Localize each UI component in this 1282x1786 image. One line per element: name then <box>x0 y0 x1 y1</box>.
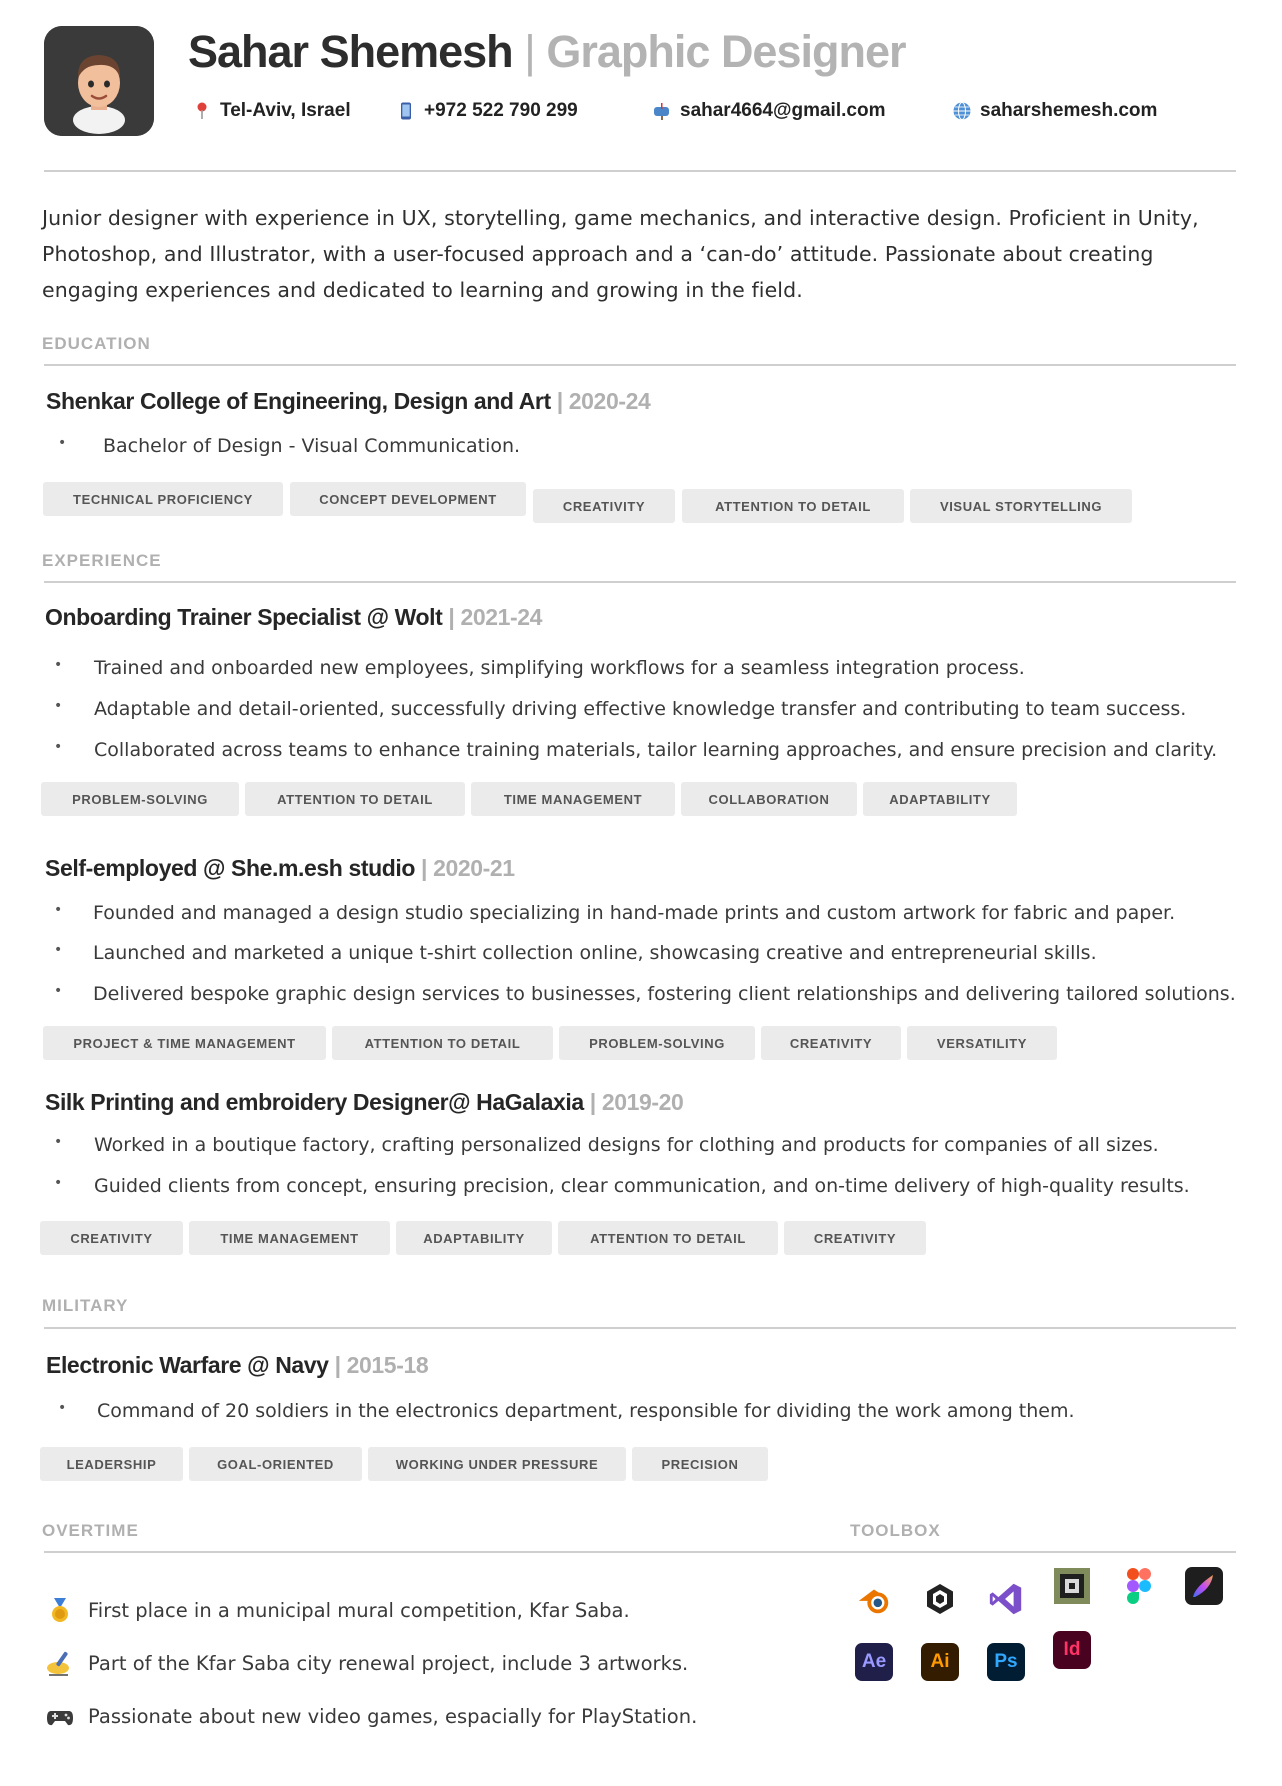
school-name: Shenkar College of Engineering, Design and Art <box>46 388 551 414</box>
skill-tag: CREATIVITY <box>761 1026 901 1060</box>
job-years: 2019-20 <box>601 1089 684 1115</box>
section-label-military: MILITARY <box>42 1296 129 1315</box>
phone-icon <box>396 101 416 121</box>
skill-tag: GOAL-ORIENTED <box>189 1447 362 1481</box>
bullet-text: Collaborated across teams to enhance training materials, tailor learning approaches, and ensure precision and clarity. <box>94 739 1218 761</box>
list-item <box>54 902 1175 924</box>
list-item <box>54 1175 1190 1197</box>
job-years: 2021-24 <box>460 604 543 630</box>
pin-icon <box>192 101 212 121</box>
title-separator: | <box>589 1089 596 1115</box>
summary-text: Junior designer with experience in UX, storytelling, game mechanics, and interactive design. Proficient in Unity, Photoshop, and Illustrator, with a user-focused approach and a ‘can-do’ attitude. Passionate about creating engaging experiences and dedicated to learning and growing in the field. <box>42 206 1199 302</box>
mailbox-icon <box>652 101 672 121</box>
list-item <box>54 942 1097 964</box>
skill-tag: VISUAL STORYTELLING <box>910 489 1132 523</box>
email-text: sahar4664@gmail.com <box>680 100 886 121</box>
contact-email[interactable] <box>652 100 885 122</box>
avatar <box>44 26 154 136</box>
bullet-dot: • <box>58 1400 67 1416</box>
job-title-text: Self-employed @ She.m.esh studio <box>45 855 416 881</box>
overtime-text: Part of the Kfar Saba city renewal project, include 3 artworks. <box>88 1651 689 1675</box>
after-effects-icon: Ae <box>855 1643 893 1681</box>
overtime-divider <box>44 1551 1236 1553</box>
list-item <box>46 1702 697 1730</box>
bullet-text: Worked in a boutique factory, crafting personalized designs for clothing and products for companies of all sizes. <box>94 1134 1159 1156</box>
indesign-icon: Id <box>1053 1631 1091 1669</box>
skill-tag: ATTENTION TO DETAIL <box>682 489 904 523</box>
contact-website[interactable] <box>952 100 1157 122</box>
bullet-dot: • <box>54 902 63 918</box>
education-years: 2020-24 <box>568 388 651 414</box>
job-title <box>45 1089 683 1116</box>
skill-tag: ATTENTION TO DETAIL <box>558 1221 778 1255</box>
list-item <box>46 1649 688 1677</box>
skill-tag: WORKING UNDER PRESSURE <box>368 1447 626 1481</box>
person-name: Sahar Shemesh <box>188 26 513 77</box>
skill-tag: PRECISION <box>632 1447 768 1481</box>
list-item <box>58 435 520 457</box>
bullet-dot: • <box>54 942 63 958</box>
list-item <box>46 1596 630 1624</box>
medal-icon <box>46 1596 74 1624</box>
globe-icon <box>952 101 972 121</box>
page-title <box>188 26 906 78</box>
skill-tag: PROBLEM-SOLVING <box>41 782 239 816</box>
contact-phone[interactable] <box>396 100 578 122</box>
procreate-icon <box>1185 1567 1223 1605</box>
bullet-text: Launched and marketed a unique t-shirt collection online, showcasing creative and entrepreneurial skills. <box>93 942 1097 964</box>
aseprite-icon <box>1053 1567 1091 1605</box>
section-label-experience: EXPERIENCE <box>42 551 162 570</box>
job-years: 2020-21 <box>433 855 515 881</box>
bullet-dot: • <box>54 698 63 714</box>
list-item <box>54 698 1186 720</box>
bullet-text: Guided clients from concept, ensuring precision, clear communication, and on-time delivery of high-quality results. <box>94 1175 1190 1197</box>
title-separator: | <box>448 604 455 630</box>
skill-tag: TECHNICAL PROFICIENCY <box>43 482 283 516</box>
job-title <box>45 855 515 882</box>
section-label-toolbox: TOOLBOX <box>850 1521 941 1540</box>
photoshop-icon: Ps <box>987 1643 1025 1681</box>
job-years: 2015-18 <box>346 1352 429 1378</box>
bullet-text: Trained and onboarded new employees, simplifying workflows for a seamless integration process. <box>94 657 1025 679</box>
skill-tag: ADAPTABILITY <box>396 1221 552 1255</box>
bullet-dot: • <box>54 1175 63 1191</box>
person-role: Graphic Designer <box>546 26 906 77</box>
job-title-text: Electronic Warfare @ Navy <box>46 1352 329 1378</box>
skill-tag: CREATIVITY <box>784 1221 926 1255</box>
skill-tag: COLLABORATION <box>681 782 857 816</box>
bullet-dot: • <box>54 657 63 673</box>
skill-tag: VERSATILITY <box>907 1026 1057 1060</box>
job-title <box>46 1352 428 1379</box>
bullet-text: Delivered bespoke graphic design services to businesses, fostering client relationships and delivering tailored solutions. <box>93 983 1236 1005</box>
bullet-text: Command of 20 soldiers in the electronics department, responsible for dividing the work among them. <box>97 1400 1075 1422</box>
bullet-dot: • <box>54 1134 63 1150</box>
skill-tag: TIME MANAGEMENT <box>189 1221 390 1255</box>
list-item <box>58 1400 1075 1422</box>
bullet-text: Adaptable and detail-oriented, successfully driving effective knowledge transfer and contributing to team success. <box>94 698 1187 720</box>
unity-icon <box>921 1580 959 1618</box>
memoji-avatar-icon <box>44 26 154 136</box>
title-separator: | <box>334 1352 341 1378</box>
figma-icon <box>1120 1567 1158 1605</box>
education-divider <box>44 364 1236 366</box>
skill-tag: LEADERSHIP <box>40 1447 183 1481</box>
skill-tag: CREATIVITY <box>533 489 675 523</box>
job-title <box>45 604 542 631</box>
list-item <box>54 739 1217 761</box>
skill-tag: ATTENTION TO DETAIL <box>332 1026 553 1060</box>
job-title-text: Silk Printing and embroidery Designer@ HaGalaxia <box>45 1089 584 1115</box>
bullet-dot: • <box>54 983 63 999</box>
skill-tag: TIME MANAGEMENT <box>471 782 675 816</box>
writing-hand-icon <box>46 1649 74 1677</box>
education-title <box>46 388 650 415</box>
skill-tag: PROBLEM-SOLVING <box>559 1026 755 1060</box>
visual-studio-icon <box>987 1580 1025 1618</box>
title-separator: | <box>524 26 535 77</box>
overtime-text: Passionate about new video games, espacially for PlayStation. <box>88 1704 698 1728</box>
game-controller-icon <box>46 1702 74 1730</box>
military-divider <box>44 1327 1236 1329</box>
website-text: saharshemesh.com <box>980 100 1158 121</box>
bullet-dot: • <box>54 739 63 755</box>
section-label-overtime: OVERTIME <box>42 1521 139 1540</box>
overtime-text: First place in a municipal mural competition, Kfar Saba. <box>88 1598 630 1622</box>
contact-location <box>192 100 351 122</box>
skill-tag: CONCEPT DEVELOPMENT <box>290 482 526 516</box>
bullet-text: Founded and managed a design studio specializing in hand-made prints and custom artwork for fabric and paper. <box>93 902 1176 924</box>
education-bullet-text: Bachelor of Design - Visual Communication. <box>103 435 521 457</box>
list-item <box>54 1134 1159 1156</box>
header-divider <box>44 170 1236 172</box>
experience-divider <box>44 581 1236 583</box>
skill-tag: CREATIVITY <box>40 1221 183 1255</box>
skill-tag: PROJECT & TIME MANAGEMENT <box>43 1026 326 1060</box>
list-item <box>54 657 1025 679</box>
skill-tag: ADAPTABILITY <box>863 782 1017 816</box>
section-label-education: EDUCATION <box>42 334 151 353</box>
phone-text: +972 522 790 299 <box>424 100 578 121</box>
title-separator: | <box>421 855 428 881</box>
title-separator: | <box>556 388 563 414</box>
illustrator-icon: Ai <box>921 1643 959 1681</box>
skill-tag: ATTENTION TO DETAIL <box>245 782 465 816</box>
blender-icon <box>855 1580 893 1618</box>
bullet-dot: • <box>58 435 67 451</box>
location-text: Tel-Aviv, Israel <box>220 100 351 121</box>
list-item <box>54 983 1236 1005</box>
job-title-text: Onboarding Trainer Specialist @ Wolt <box>45 604 443 630</box>
